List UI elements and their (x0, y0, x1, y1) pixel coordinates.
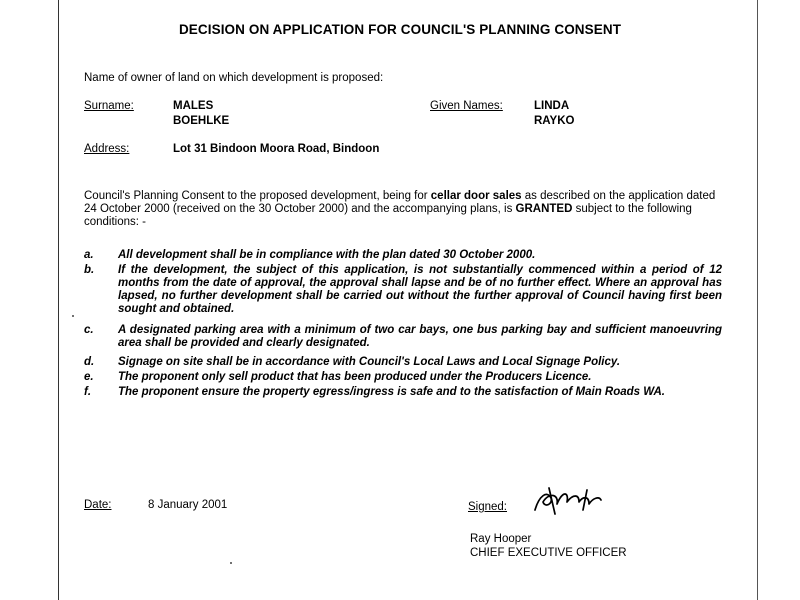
condition-letter: a. (84, 249, 94, 261)
condition-text: A designated parking area with a minimum of two car bays, one bus parking bay and sufficient manoeuvring area shall be provided and clearly designated. (118, 324, 722, 349)
condition-letter: e. (84, 371, 94, 383)
condition-letter: d. (84, 356, 95, 368)
surname-value-2: BOEHLKE (173, 115, 230, 127)
condition-text: The proponent ensure the property egress/ingress is safe and to the satisfaction of Main Roads WA. (118, 386, 665, 398)
signatory-name: Ray Hooper (470, 533, 532, 545)
scan-right-edge (757, 0, 758, 600)
condition-text: The proponent only sell product that has been produced under the Producers Licence. (118, 371, 592, 383)
condition-text: All development shall be in compliance with the plan dated 30 October 2000. (118, 249, 536, 261)
consent-decision: GRANTED (515, 203, 573, 215)
owner-heading: Name of owner of land on which development is proposed: (84, 72, 384, 84)
address-label: Address: (84, 143, 130, 155)
condition-letter: f. (84, 386, 92, 398)
consent-text-2: as described on the application dated 24 October 2000 (received on the 30 October 2000) and the accompanying plans, is (84, 190, 716, 215)
given-names-label: Given Names: (430, 100, 503, 112)
signatory-position: CHIEF EXECUTIVE OFFICER (470, 547, 627, 559)
date-value: 8 January 2001 (148, 499, 228, 511)
date-label: Date: (84, 499, 112, 511)
condition-text: If the development, the subject of this application, is not substantially commenced within a period of 12 months from the date of approval, the approval shall lapse and be of no further effect. Where an approval has lapsed, no further development shall be carried out without the further approval of Council having first been sought and obtained. (118, 264, 722, 315)
scan-left-edge (58, 0, 59, 600)
signature-image (529, 484, 613, 518)
given-name-value-1: LINDA (534, 100, 570, 112)
address-value: Lot 31 Bindoon Moora Road, Bindoon (173, 143, 380, 155)
consent-paragraph (84, 190, 724, 229)
consent-purpose: cellar door sales (430, 190, 522, 202)
surname-value-1: MALES (173, 100, 214, 112)
condition-letter: b. (84, 264, 95, 276)
consent-text-3: subject to the following conditions: - (84, 203, 692, 228)
condition-text: Signage on site shall be in accordance with Council's Local Laws and Local Signage Policy. (118, 356, 621, 368)
scan-speck (72, 315, 74, 317)
signed-label: Signed: (468, 501, 508, 513)
given-name-value-2: RAYKO (534, 115, 575, 127)
condition-letter: c. (84, 324, 94, 336)
consent-text-1: Council's Planning Consent to the proposed development, being for (84, 190, 431, 202)
surname-label: Surname: (84, 100, 134, 112)
document-title: DECISION ON APPLICATION FOR COUNCIL'S PLANNING CONSENT (178, 22, 622, 37)
scan-speck (230, 562, 232, 564)
